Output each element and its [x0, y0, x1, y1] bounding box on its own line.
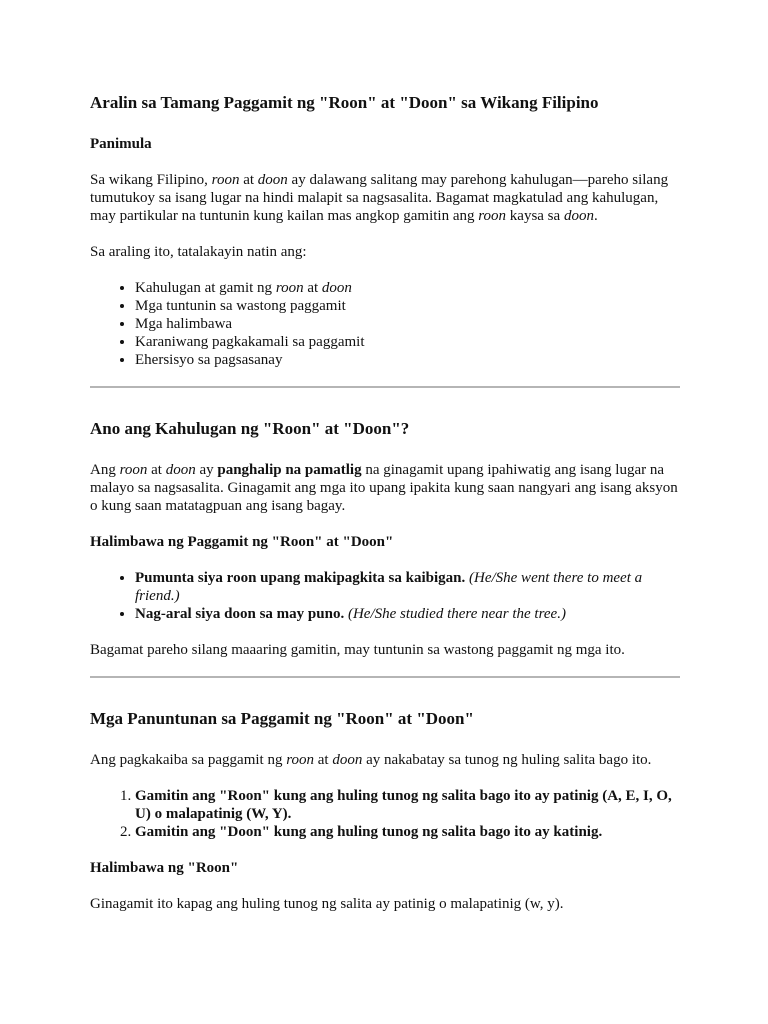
term-roon: roon — [478, 208, 507, 224]
rules-list — [90, 787, 680, 841]
kahulugan-paragraph-2: Bagamat pareho silang maaaring gamitin, may tuntunin sa wastong paggamit ng mga ito. — [90, 642, 625, 658]
panuntunan-paragraph-1: Ang pagkakaiba sa paggamit ng roon at doon ay nakabatay sa tunog ng huling salita bago ito. — [90, 752, 652, 768]
subheading-halimbawa: Halimbawa ng Paggamit ng "Roon" at "Doon" — [90, 534, 394, 550]
topics-list — [90, 279, 680, 369]
example-item: • Pumunta siya roon upang makipagkita sa kaibigan. (He/She went there to meet a friend.) — [135, 569, 680, 605]
list-item: • Ehersisyo sa pagsasanay — [135, 351, 680, 369]
list-item: • Mga tuntunin sa wastong paggamit — [135, 297, 680, 315]
section-heading-kahulugan: Ano ang Kahulugan ng "Roon" at "Doon"? — [90, 419, 410, 438]
term-panghalip: panghalip na pamatlig — [217, 462, 362, 478]
section-heading-panimula: Panimula — [90, 136, 152, 152]
section-divider — [90, 386, 680, 388]
rule-item: 2. Gamitin ang "Doon" kung ang huling tunog ng salita bago ito ay katinig. — [135, 823, 680, 841]
list-item: • Karaniwang pagkakamali sa paggamit — [135, 333, 680, 351]
section-heading-panuntunan: Mga Panuntunan sa Paggamit ng "Roon" at "Doon" — [90, 709, 474, 728]
term-roon: roon — [211, 172, 240, 188]
list-item: • Kahulugan at gamit ng roon at doon — [135, 279, 680, 297]
list-item: • Mga halimbawa — [135, 315, 680, 333]
kahulugan-paragraph-1: Ang roon at doon ay panghalip na pamatlig na ginagamit upang ipahiwatig ang isang lugar na malayo sa nagsasalita. Ginagamit ang mga ito upang ipakita kung saan nangyari ang isang aksyon o kung saan matatagpuan ang isang bagay. — [90, 462, 678, 514]
subheading-halimbawa-roon: Halimbawa ng "Roon" — [90, 860, 239, 876]
term-doon: doon — [257, 172, 288, 188]
examples-list — [90, 569, 680, 623]
page-title: Aralin sa Tamang Paggamit ng "Roon" at "Doon" sa Wikang Filipino — [90, 93, 599, 112]
panimula-paragraph-1: Sa wikang Filipino, roon at doon ay dalawang salitang may parehong kahulugan—pareho silang tumutukoy sa isang lugar na hindi malapit sa nagsasalita. Bagamat magkatulad ang kahulugan, may partikular na tuntunin kung kailan mas angkop gamitin ang roon kaysa sa doon. — [90, 172, 669, 224]
example-item: • Nag-aral siya doon sa may puno. (He/She studied there near the tree.) — [135, 605, 680, 623]
section-divider — [90, 676, 680, 678]
panimula-paragraph-2: Sa araling ito, tatalakayin natin ang: — [90, 244, 307, 260]
panuntunan-paragraph-2: Ginagamit ito kapag ang huling tunog ng salita ay patinig o malapatinig (w, y). — [90, 896, 564, 912]
document-content — [90, 93, 680, 931]
term-doon: doon — [563, 208, 594, 224]
rule-item: 1. Gamitin ang "Roon" kung ang huling tunog ng salita bago ito ay patinig (A, E, I, O, U) o malapatinig (W, Y). — [135, 787, 680, 823]
